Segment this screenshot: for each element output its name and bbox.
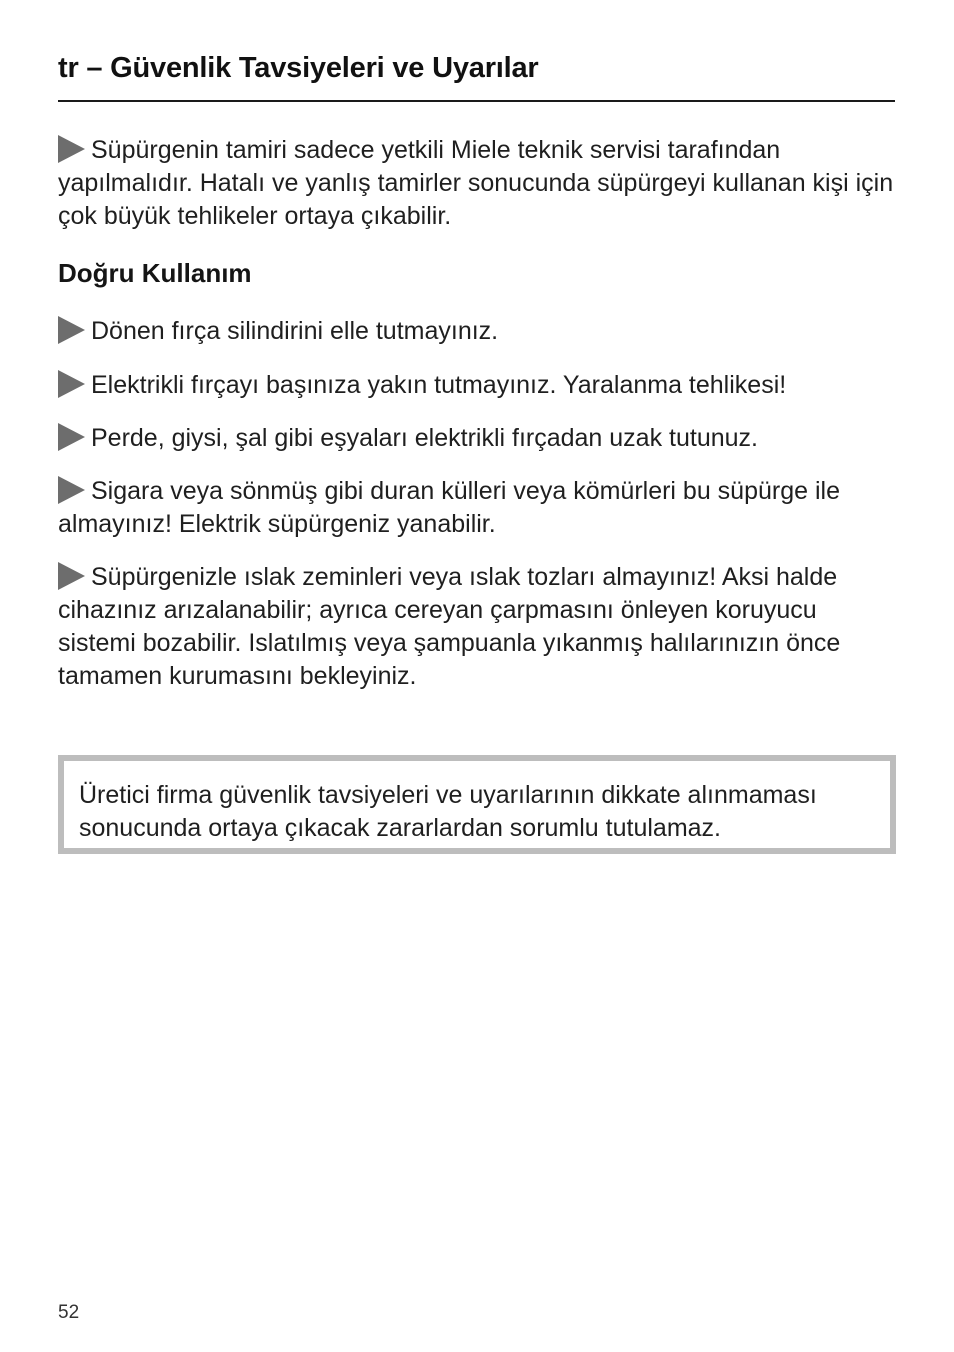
section-heading: Doğru Kullanım bbox=[58, 258, 252, 288]
triangle-bullet-icon bbox=[58, 476, 85, 504]
list-item-text: Dönen fırça silindirini elle tutmayınız. bbox=[91, 317, 499, 345]
list-item-text: Perde, giysi, şal gibi eşyaları elektrikli fırçadan uzak tutunuz. bbox=[91, 424, 758, 452]
triangle-bullet-icon bbox=[58, 562, 85, 590]
triangle-bullet-icon bbox=[58, 316, 85, 344]
list-item bbox=[58, 422, 895, 455]
list-item bbox=[58, 369, 895, 402]
triangle-bullet-icon bbox=[58, 423, 85, 451]
notice-text: Üretici firma güvenlik tavsiyeleri ve uyarılarının dikkate alınmaması sonucunda ortaya çıkacak zararlardan sorumlu tutulamaz. bbox=[79, 781, 817, 842]
title-divider bbox=[58, 100, 895, 102]
list-item-text: Süpürgenizle ıslak zeminleri veya ıslak tozları almayınız! Aksi halde cihazınız arızalanabilir; ayrıca cereyan çarpmasını önleyen koruyucu sistemi bozabilir. Islatılmış veya şampuanla yıkanmış halılarınızın önce tamamen kurumasını bekleyiniz. bbox=[58, 563, 841, 690]
notice-box bbox=[58, 755, 896, 854]
page-title: tr – Güvenlik Tavsiyeleri ve Uyarılar bbox=[58, 52, 539, 84]
list-item bbox=[58, 315, 895, 348]
list-item bbox=[58, 561, 895, 693]
page-number: 52 bbox=[58, 1302, 80, 1323]
list-item-text: Elektrikli fırçayı başınıza yakın tutmayınız. Yaralanma tehlikesi! bbox=[91, 371, 787, 399]
triangle-bullet-icon bbox=[58, 135, 85, 163]
intro-text: Süpürgenin tamiri sadece yetkili Miele teknik servisi tarafından yapılmalıdır. Hatalı ve yanlış tamirler sonucunda süpürgeyi kullanan kişi için çok büyük tehlikeler ortaya çıkabilir. bbox=[58, 136, 894, 230]
list-item bbox=[58, 475, 895, 541]
intro-paragraph bbox=[58, 134, 895, 233]
triangle-bullet-icon bbox=[58, 370, 85, 398]
list-item-text: Sigara veya sönmüş gibi duran külleri veya kömürleri bu süpürge ile almayınız! Elektrik süpürgeniz yanabilir. bbox=[58, 477, 840, 538]
